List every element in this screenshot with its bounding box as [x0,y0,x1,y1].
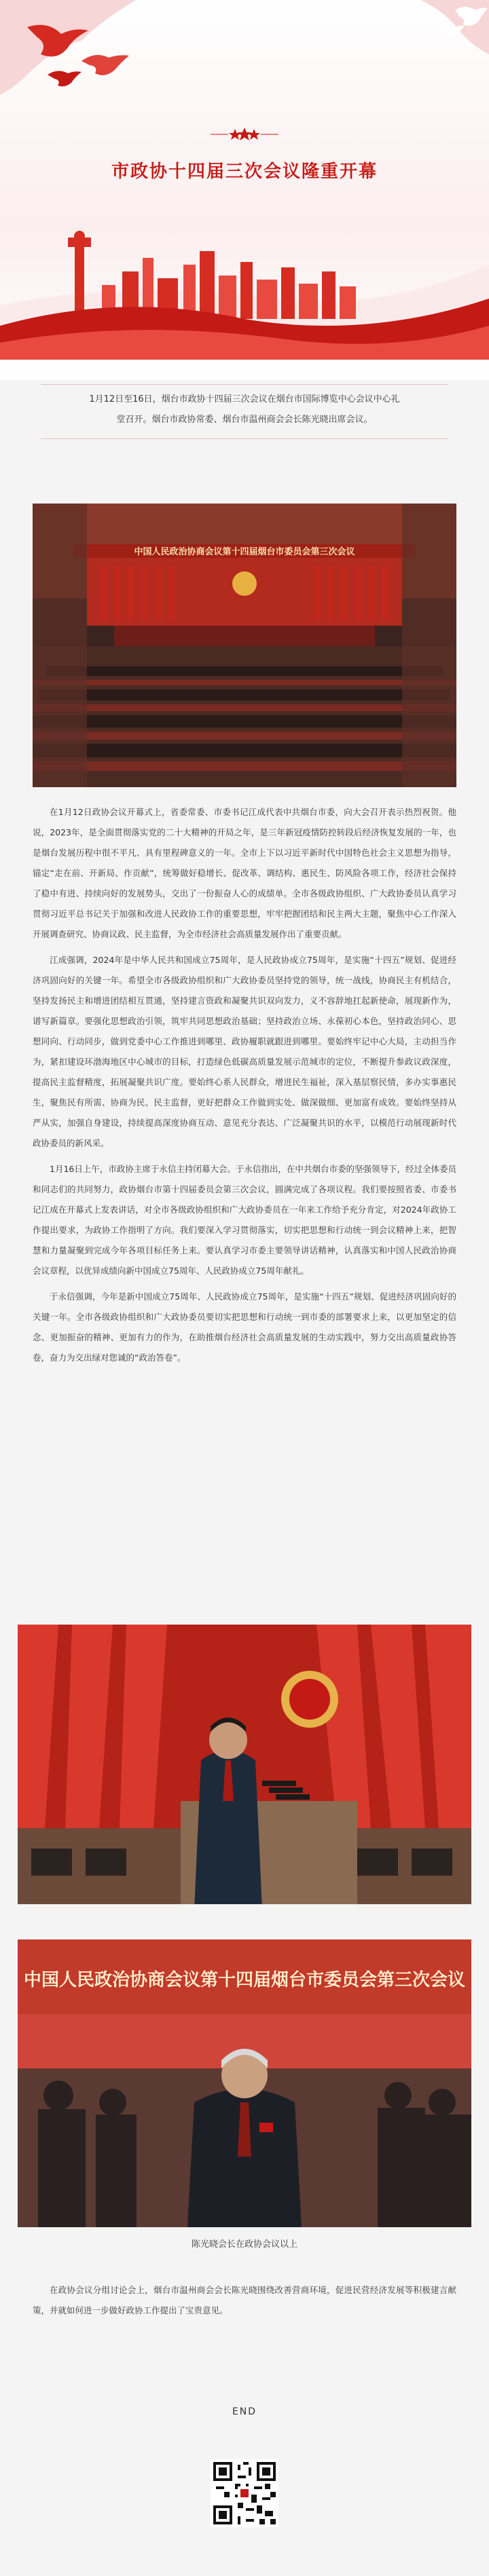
dove-icon [0,0,177,122]
header-banner [0,0,489,380]
article-paragraph: 在政协会议分组讨论会上，烟台市温州商会会长陈光晓围绕改善营商环境，促进民营经济发展等积极建言献策，并就如何进一步做好政协工作提出了宝贵意见。 [33,2285,456,2315]
skyline-decoration [0,224,489,360]
intro-text [41,390,448,430]
footer-spacer [0,2549,489,2576]
page-title: 市政协十四届三次会议隆重开幕 [111,162,378,182]
intro-line-1: 1月12日至16日，烟台市政协十四届三次会议在烟台市国际博览中心会议中心礼 [89,394,400,404]
divider [41,438,448,439]
article-paragraph: 于永信强调，今年是新中国成立75周年、人民政协成立75周年，是实施“十四五”规划、促进经济巩固向好的关键一年。全市各级政协组织和广大政协委员要切实把思想和行动统一到市委的部署要求上来，以更加坚定的信念、更加振奋的精神、更加有力的作为，在助推烟台经济社会高质量发展的生动实践中，努力交出高质量政协答卷，奋力为交出绿对您诚的“政治答卷”。 [33,1291,456,1363]
photo-delegate [18,1939,471,2227]
closing-text [33,2280,456,2321]
article-paragraph: 江成强调，2024年是中华人民共和国成立75周年，是人民政协成立75周年，是实施“十四五”规划、促进经济巩固向好的关键一年。希望全市各级政协组织和广大政协委员坚持党的领导，统一战线，协商民主有机结合，坚持发扬民主和增进团结相互贯通，坚持建言资政和凝聚共识双向发力，义不容辞地扛起新使命，展现新作为，谱写新篇章。要强化思想政治引领，筑牢共同思想政治基础；坚持政治立场、永葆初心本色，坚持政治同心、思想同向、行动同步，做到党委中心工作推进到哪里、政协履职就跟进到哪里。要始终牢记中心大局，主动担当作为，紧扣建设环渤海地区中心城市的目标，打造绿色低碳高质量发展示范城市的定位，不断提升参政议政深度，提高民主监督精度，拓展凝聚共识广度。要始终心系人民群众，增进民生福祉，深入基层察民情，多办实事惠民生，聚焦民有所需、协商为民、民主监督，更好把群众工作做到实处、做深做细、更加富有成效。要始终坚持从严从实，加强自身建设，持续提高深度协商互动、意见充分表达、广泛凝聚共识的水平，以模范行动展现新时代政协委员的新风采。 [33,955,456,1148]
end-label: END [232,2406,257,2417]
dove-icon [380,0,489,75]
photo-banner-text: 中国人民政治协商会议第十四届烟台市委员会第三次会议 [23,1970,466,1990]
photo-conference-hall [33,504,456,787]
intro-line-2: 堂召开。烟台市政协常委、烟台市温州商会会长陈光晓出席会议。 [116,415,373,425]
photo-banner-text: 中国人民政治协商会议第十四届烟台市委员会第三次会议 [134,547,355,557]
divider [41,384,448,385]
photo-caption: 陈光晓会长在政协会议以上 [191,2239,297,2250]
article-body [33,802,456,1368]
qr-code-icon [211,2459,278,2527]
star-icon [211,128,278,141]
article-paragraph: 1月16日上午，市政协主席于永信主持闭幕大会。于永信指出，在中共烟台市委的坚强领导下，经过全体委员和同志们的共同努力，政协烟台市第十四届委员会第三次会议，圆满完成了各项议程。我们要按照省委、市委书记江成在开幕式上发表讲话，对全市各级政协组织和广大政协委员在一年来工作给予充分肯定，对2024年政协工作提出要求，为政协工作指明了方向。我们要深入学习贯彻落实，切实把思想和行动统一到会议精神上来，把智慧和力量凝聚到完成今年各项目标任务上来。要认真学习市委主要领导讲话精神，认真落实和中国人民政治协商会议章程，以优异成绩向新中国成立75周年、人民政协成立75周年献礼。 [33,1164,456,1276]
article-paragraph: 在1月12日政协会议开幕式上，省委常委、市委书记江成代表中共烟台市委，向大会召开表示热烈祝贺。他说，2023年，是全面贯彻落实党的二十大精神的开局之年，是三年新冠疫情防控转段后经济恢复发展的一年，也是烟台发展历程中很不平凡、具有里程碑意义的一年。全市上下以习近平新时代中国特色社会主义思想为指导，锚定“走在前、开新局、作贡献”，统筹做好稳增长、促改革、调结构、惠民生、防风险各项工作，经济社会保持了稳中有进、持续向好的发展势头，交出了一份振奋人心的成绩单。全市各级政协组织、广大政协委员认真学习贯彻习近平总书记关于加强和改进人民政协工作的重要思想，牢牢把握团结和民主两大主题，聚焦中心工作深入开展调查研究、协商议政、民主监督，为全市经济社会高质量发展作出了重要贡献。 [33,807,456,939]
photo-speaker [18,1625,471,1904]
